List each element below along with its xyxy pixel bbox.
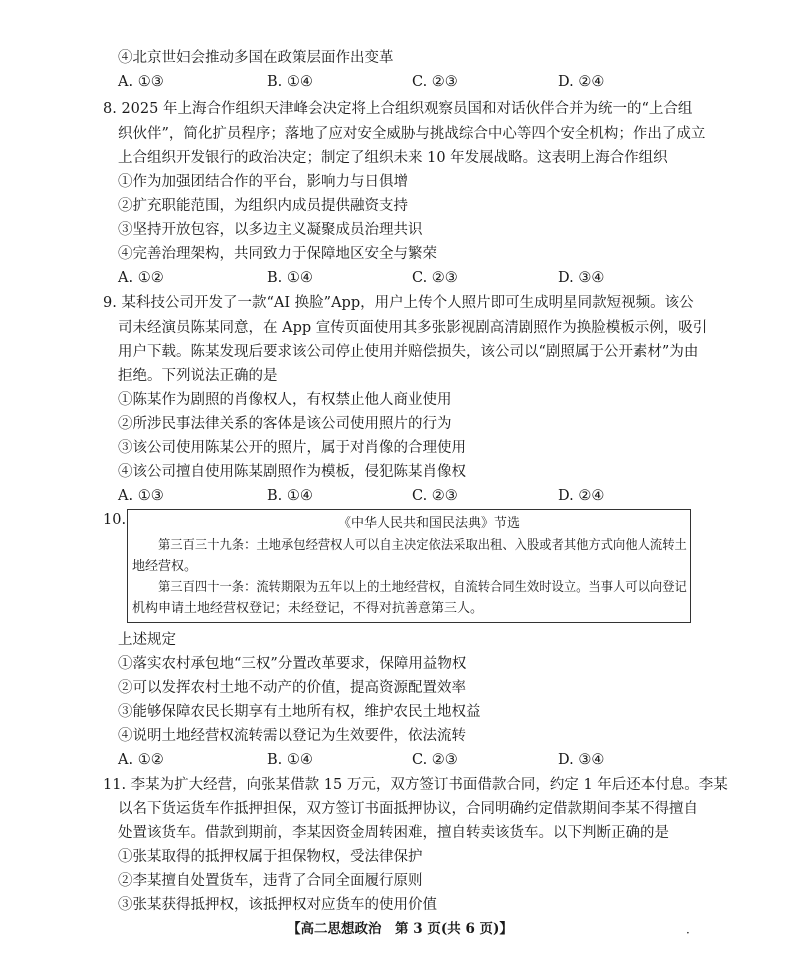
q9-stem-line-1: 9. 某科技公司开发了一款“AI 换脸”App，用户上传个人照片即可生成明星同款短视频。该公 — [103, 295, 694, 311]
civil-code-excerpt-box — [127, 509, 691, 623]
q7-options — [118, 72, 678, 92]
excerpt-line-4: 机构申请土地经营权登记；未经登记，不得对抗善意第三人。 — [132, 601, 484, 616]
q10-number: 10. — [103, 512, 127, 528]
q8-item-2: ②扩充职能范围，为组织内成员提供融资支持 — [118, 198, 408, 214]
q9-stem-line-2: 司未经演员陈某同意，在 App 宣传页面使用其多张影视剧高清剧照作为换脸模板示例，吸引 — [118, 320, 708, 336]
option-d: D. ③④ — [558, 270, 605, 286]
q8-options — [118, 268, 678, 288]
q11-stem-line-1: 11. 李某为扩大经营，向张某借款 15 万元，双方签订书面借款合同，约定 1 年后还本付息。李某 — [103, 777, 728, 793]
q11-item-2: ②李某擅自处置货车，违背了合同全面履行原则 — [118, 873, 423, 889]
option-d: D. ②④ — [558, 488, 605, 504]
excerpt-line-1: 第三百三十九条：土地承包经营权人可以自主决定依法采取出租、入股或者其他方式向他人流转土 — [158, 538, 687, 553]
q9-item-2: ②所涉民事法律关系的客体是该公司使用照片的行为 — [118, 416, 452, 432]
q11-item-1: ①张某取得的抵押权属于担保物权，受法律保护 — [118, 849, 423, 865]
q8-stem-line-3: 上合组织开发银行的政治决定；制定了组织未来 10 年发展战略。这表明上海合作组织 — [118, 150, 668, 166]
q10-item-1: ①落实农村承包地“三权”分置改革要求，保障用益物权 — [118, 656, 467, 672]
option-c: C. ②③ — [412, 74, 458, 90]
option-b: B. ①④ — [267, 488, 313, 504]
excerpt-title: 《中华人民共和国民法典》节选 — [338, 516, 521, 531]
q10-item-2: ②可以发挥农村土地不动产的价值，提高资源配置效率 — [118, 680, 466, 696]
excerpt-line-2: 地经营权。 — [132, 559, 198, 574]
option-a: A. ①② — [118, 752, 164, 768]
option-b: B. ①④ — [267, 752, 313, 768]
corner-mark: · — [686, 926, 690, 940]
page-footer: 【高二思想政治 第 3 页(共 6 页)】 — [287, 921, 513, 937]
option-c: C. ②③ — [412, 752, 458, 768]
q10-stem: 上述规定 — [118, 632, 176, 648]
option-c: C. ②③ — [412, 270, 458, 286]
q9-item-4: ④该公司擅自使用陈某剧照作为模板，侵犯陈某肖像权 — [118, 464, 466, 480]
q7-item-4: ④北京世妇会推动多国在政策层面作出变革 — [118, 50, 394, 66]
excerpt-line-3: 第三百四十一条：流转期限为五年以上的土地经营权，自流转合同生效时设立。当事人可以向登记 — [158, 580, 687, 595]
q11-item-3: ③张某获得抵押权，该抵押权对应货车的使用价值 — [118, 897, 437, 913]
option-c: C. ②③ — [412, 488, 458, 504]
q8-stem-line-2: 织伙伴”，简化扩员程序；落地了应对安全威胁与挑战综合中心等四个安全机构；作出了成立 — [118, 126, 706, 142]
option-b: B. ①④ — [267, 74, 313, 90]
q8-item-3: ③坚持开放包容，以多边主义凝聚成员治理共识 — [118, 222, 423, 238]
option-b: B. ①④ — [267, 270, 313, 286]
q8-item-1: ①作为加强团结合作的平台，影响力与日俱增 — [118, 174, 408, 190]
q8-item-4: ④完善治理架构，共同致力于保障地区安全与繁荣 — [118, 246, 437, 262]
q10-options — [118, 750, 678, 770]
q9-stem-line-3: 用户下载。陈某发现后要求该公司停止使用并赔偿损失，该公司以“剧照属于公开素材”为由 — [118, 344, 699, 360]
q11-stem-line-3: 处置该货车。借款到期前，李某因资金周转困难，擅自转卖该货车。以下判断正确的是 — [118, 825, 669, 841]
q11-stem-line-2: 以名下货运货车作抵押担保，双方签订书面抵押协议，合同明确约定借款期间李某不得擅自 — [118, 801, 698, 817]
option-d: D. ③④ — [558, 752, 605, 768]
option-a: A. ①② — [118, 270, 164, 286]
q8-stem-line-1: 8. 2025 年上海合作组织天津峰会决定将上合组织观察员国和对话伙伴合并为统一的“上合组 — [103, 101, 693, 117]
q10-item-4: ④说明土地经营权流转需以登记为生效要件，依法流转 — [118, 728, 466, 744]
q9-options — [118, 486, 678, 506]
option-d: D. ②④ — [558, 74, 605, 90]
q10-item-3: ③能够保障农民长期享有土地所有权，维护农民土地权益 — [118, 704, 481, 720]
q9-stem-line-4: 拒绝。下列说法正确的是 — [118, 368, 278, 384]
q9-item-1: ①陈某作为剧照的肖像权人，有权禁止他人商业使用 — [118, 392, 452, 408]
option-a: A. ①③ — [118, 74, 164, 90]
option-a: A. ①③ — [118, 488, 164, 504]
q9-item-3: ③该公司使用陈某公开的照片，属于对肖像的合理使用 — [118, 440, 466, 456]
